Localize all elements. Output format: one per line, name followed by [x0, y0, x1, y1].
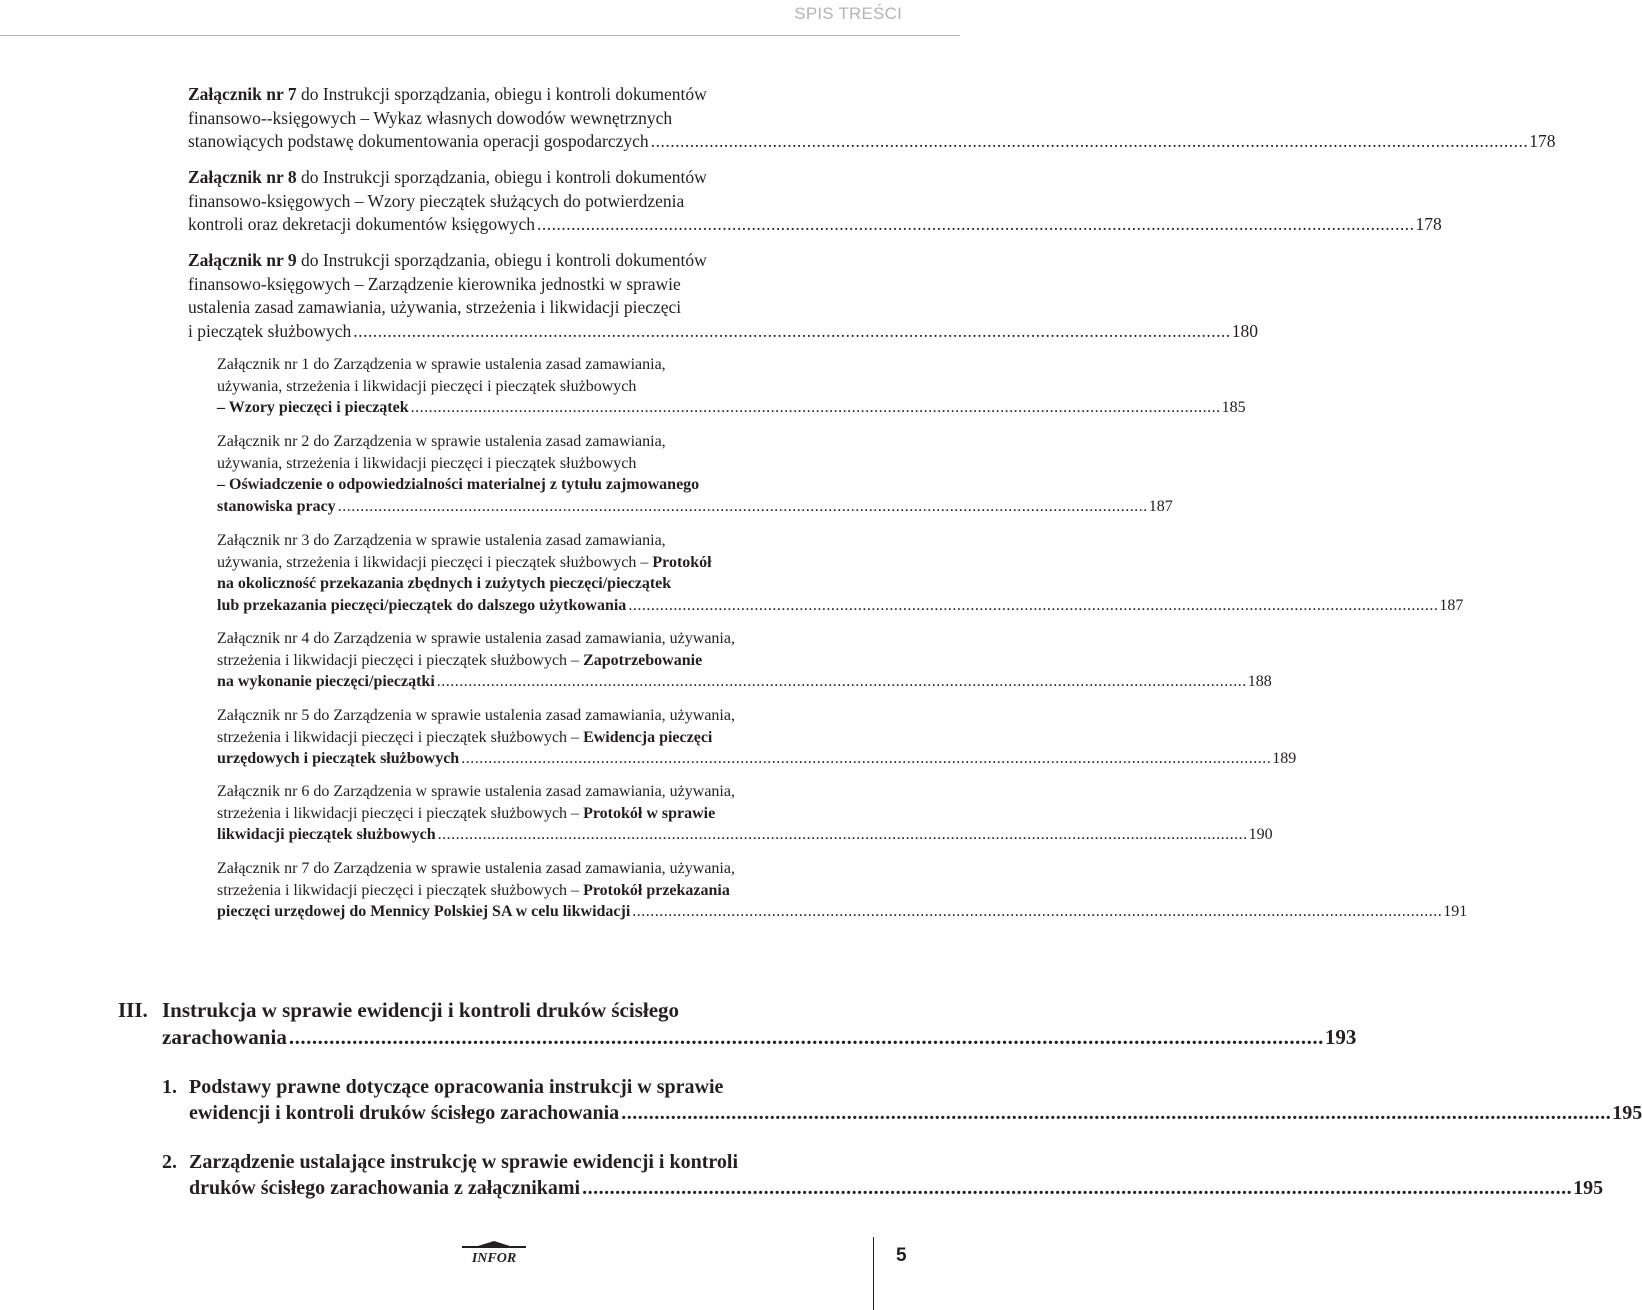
toc-page-number: 195: [1612, 1102, 1642, 1124]
leader-dots: ....................................................................................................................................................................................: [621, 1102, 1612, 1124]
toc-subentry-zarzadzenie-zal-6[interactable]: [217, 781, 1273, 846]
toc-page-number: 188: [1247, 673, 1272, 690]
toc-entry-line: Załącznik nr 3 do Zarządzenia w sprawie ustalenia zasad zamawiania,: [217, 532, 666, 549]
leader-dots: ....................................................................................................................................................................................: [632, 903, 1443, 920]
toc-entry-zalacznik-7[interactable]: [188, 83, 1556, 154]
toc-subentry-zarzadzenie-zal-2[interactable]: [217, 431, 1173, 517]
toc-page-number: 187: [1439, 596, 1464, 614]
toc-page-number: 195: [1573, 1177, 1604, 1199]
toc-entry-line: używania, strzeżenia i likwidacji pieczęci i pieczątek służbowych – Protokół: [217, 553, 712, 571]
toc-entry-line: Załącznik nr 4 do Zarządzenia w sprawie ustalenia zasad zamawiania, używania,: [217, 630, 735, 647]
leader-dots: ....................................................................................................................................................................................: [353, 320, 1231, 341]
toc-entry-line: finansowo-księgowych – Wzory pieczątek służących do potwierdzenia: [188, 190, 685, 211]
section-title-line: Instrukcja w sprawie ewidencji i kontroli druków ścisłego: [162, 998, 680, 1022]
leader-dots: ....................................................................................................................................................................................: [410, 399, 1221, 416]
toc-entry-line: strzeżenia i likwidacji pieczęci i pieczątek służbowych – Protokół przekazania: [217, 881, 730, 899]
footer-divider: [873, 1237, 874, 1310]
toc-subentry-zarzadzenie-zal-7[interactable]: [217, 858, 1468, 923]
toc-entry-last-line: lub przekazania pieczęci/pieczątek do dalszego użytkowania .................................................................................................................................................................................... 187: [217, 595, 870, 617]
toc-entry-line: Załącznik nr 1 do Zarządzenia w sprawie ustalenia zasad zamawiania,: [217, 356, 666, 373]
toc-page-number: 178: [1529, 131, 1556, 151]
toc-page-number: 185: [1221, 399, 1246, 416]
section-number: III.: [118, 998, 148, 1022]
toc-entry-last-line: stanowiska pracy .................................................................................................................................................................................... 187: [217, 496, 870, 518]
toc-entry-line: – Oświadczenie o odpowiedzialności materialnej z tytułu zajmowanego: [217, 476, 700, 493]
toc-entry-line: Załącznik nr 7 do Zarządzenia w sprawie ustalenia zasad zamawiania, używania,: [217, 860, 735, 877]
toc-entry-last-line: – Wzory pieczęci i pieczątek .................................................................................................................................................................................... 185: [217, 397, 870, 419]
item-title-line: Zarządzenie ustalające instrukcję w sprawie ewidencji i kontroli: [189, 1151, 739, 1173]
leader-dots: ....................................................................................................................................................................................: [536, 214, 1415, 234]
toc-page-number: 187: [1148, 497, 1173, 515]
section-title-last-line: zarachowania .................................................................................................................................................................................... 193: [162, 1025, 1357, 1049]
toc-entry-line: strzeżenia i likwidacji pieczęci i pieczątek służbowych – Zapotrzebowanie: [217, 651, 703, 669]
toc-page-number: 189: [1272, 750, 1297, 767]
leader-dots: ....................................................................................................................................................................................: [288, 1025, 1324, 1049]
toc-entry-line: finansowo--księgowych – Wykaz własnych dowodów wewnętrznych: [188, 107, 673, 128]
toc-item-2[interactable]: [189, 1149, 1604, 1201]
toc-entry-last-line: na wykonanie pieczęci/pieczątki .................................................................................................................................................................................... 188: [217, 671, 870, 693]
toc-entry-line: Załącznik nr 7 do Instrukcji sporządzania, obiegu i kontroli dokumentów: [188, 84, 707, 104]
toc-page-number: 190: [1248, 826, 1273, 843]
toc-page-number: 191: [1443, 903, 1468, 920]
toc-entry-last-line: stanowiących podstawę dokumentowania operacji gospodarczych .................................................................................................................................................................................... 178: [188, 130, 870, 154]
leader-dots: ....................................................................................................................................................................................: [461, 750, 1272, 767]
toc-entry-line: używania, strzeżenia i likwidacji pieczęci i pieczątek służbowych: [217, 377, 637, 395]
toc-entry-last-line: pieczęci urzędowej do Mennicy Polskiej SA w celu likwidacji .................................................................................................................................................................................... 191: [217, 901, 870, 923]
leader-dots: ....................................................................................................................................................................................: [628, 596, 1439, 614]
logo-text: INFOR: [471, 1251, 517, 1266]
item-number: 2.: [162, 1151, 177, 1173]
page-header-title: SPIS TREŚCI: [794, 4, 902, 23]
item-title-last-line: druków ścisłego zarachowania z załącznikami .................................................................................................................................................................................... 195: [189, 1177, 1604, 1199]
toc-subentry-zarzadzenie-zal-1[interactable]: [217, 354, 1246, 419]
header-divider: [0, 35, 960, 36]
leader-dots: ....................................................................................................................................................................................: [436, 673, 1247, 690]
infor-logo: [458, 1240, 530, 1268]
item-title-last-line: ewidencji i kontroli druków ścisłego zarachowania .................................................................................................................................................................................... 195: [189, 1102, 1642, 1124]
toc-entry-line: strzeżenia i likwidacji pieczęci i pieczątek służbowych – Ewidencja pieczęci: [217, 728, 713, 746]
item-title-line: Podstawy prawne dotyczące opracowania instrukcji w sprawie: [189, 1076, 724, 1098]
toc-entry-last-line: i pieczątek służbowych .................................................................................................................................................................................... 180: [188, 320, 870, 344]
toc-entry-line: Załącznik nr 5 do Zarządzenia w sprawie ustalenia zasad zamawiania, używania,: [217, 707, 735, 724]
toc-entry-last-line: kontroli oraz dekretacji dokumentów księgowych .................................................................................................................................................................................... 178: [188, 213, 870, 237]
toc-entry-line: finansowo-księgowych – Zarządzenie kierownika jednostki w sprawie: [188, 273, 681, 294]
toc-page-number: 180: [1231, 320, 1259, 341]
page-number: 5: [896, 1245, 907, 1266]
item-number: 1.: [162, 1076, 177, 1098]
toc-entry-last-line: urzędowych i pieczątek służbowych .................................................................................................................................................................................... 189: [217, 748, 870, 770]
toc-entry-line: na okoliczność przekazania zbędnych i zużytych pieczęci/pieczątek: [217, 575, 672, 592]
toc-subentry-zarzadzenie-zal-4[interactable]: [217, 628, 1272, 693]
toc-entry-zalacznik-9[interactable]: [188, 249, 1259, 343]
leader-dots: ....................................................................................................................................................................................: [437, 826, 1248, 843]
toc-entry-line: Załącznik nr 9 do Instrukcji sporządzania, obiegu i kontroli dokumentów: [188, 250, 707, 270]
toc-subentry-zarzadzenie-zal-5[interactable]: [217, 705, 1297, 770]
toc-entry-line: ustalenia zasad zamawiania, używania, strzeżenia i likwidacji pieczęci: [188, 297, 682, 317]
toc-section-iii[interactable]: [162, 997, 1357, 1051]
leader-dots: ....................................................................................................................................................................................: [337, 497, 1148, 515]
toc-entry-last-line: likwidacji pieczątek służbowych .................................................................................................................................................................................... 190: [217, 824, 870, 846]
toc-entry-line: Załącznik nr 6 do Zarządzenia w sprawie ustalenia zasad zamawiania, używania,: [217, 783, 735, 800]
toc-item-1[interactable]: [189, 1074, 1642, 1126]
toc-entry-line: używania, strzeżenia i likwidacji pieczęci i pieczątek służbowych: [217, 454, 637, 472]
toc-page-number: 178: [1415, 214, 1442, 234]
leader-dots: ....................................................................................................................................................................................: [582, 1177, 1573, 1199]
toc-entry-line: strzeżenia i likwidacji pieczęci i pieczątek służbowych – Protokół w sprawie: [217, 804, 716, 822]
toc-page-number: 193: [1324, 1025, 1357, 1049]
toc-entry-line: Załącznik nr 2 do Zarządzenia w sprawie ustalenia zasad zamawiania,: [217, 433, 666, 450]
toc-entry-line: Załącznik nr 8 do Instrukcji sporządzania, obiegu i kontroli dokumentów: [188, 167, 707, 187]
toc-entry-zalacznik-8[interactable]: [188, 166, 1442, 237]
leader-dots: ....................................................................................................................................................................................: [650, 131, 1529, 151]
toc-subentry-zarzadzenie-zal-3[interactable]: [217, 530, 1464, 616]
